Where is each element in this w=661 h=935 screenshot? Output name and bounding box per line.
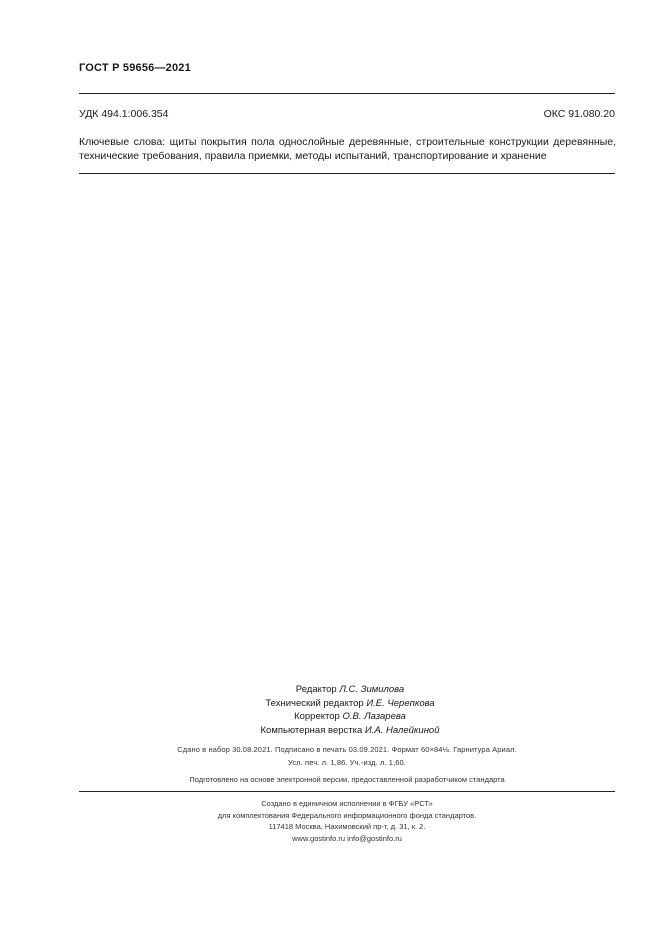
staff-tech-editor <box>180 697 520 711</box>
prepared-note: Подготовлено на основе электронной версии, предоставленной разработчиком стандарта <box>189 775 505 784</box>
keywords-divider <box>79 173 615 174</box>
print-info <box>79 743 615 769</box>
staff-credits <box>180 683 520 737</box>
print-info-line: Сдано в набор 30.08.2021. Подписано в печать 03.09.2021. Формат 60×84⅛. Гарнитура Ариал. <box>177 745 517 754</box>
publisher-contacts: www.gostinfo.ru info@gostinfo.ru <box>292 833 402 843</box>
publisher-line: Создано в единичном исполнении в ФГБУ «РСТ» <box>261 799 433 808</box>
oks-code: ОКС 91.080.20 <box>543 108 615 120</box>
staff-role: Корректор <box>294 711 340 722</box>
udk-code: УДК 494.1:006.354 <box>79 108 169 120</box>
footer-divider <box>79 791 615 792</box>
staff-editor <box>180 683 520 697</box>
staff-name: О.В. Лазарева <box>342 711 406 722</box>
staff-name: Л.С. Зимилова <box>339 684 405 695</box>
staff-layout <box>180 724 520 738</box>
staff-role: Технический редактор <box>265 697 364 709</box>
staff-role: Компьютерная верстка <box>260 724 363 736</box>
publisher-info <box>79 798 615 844</box>
print-info-line: Усл. печ. л. 1,86. Уч.-изд. л. 1,60. <box>287 758 406 767</box>
staff-name: И.А. Налейкиной <box>364 724 440 736</box>
standard-number: ГОСТ Р 59656—2021 <box>79 62 191 74</box>
publisher-address: 117418 Москва, Нахимовский пр-т, д. 31, к. 2. <box>268 822 426 831</box>
publisher-line: для комплектования Федерального информационного фонда стандартов. <box>217 810 477 820</box>
staff-role: Редактор <box>295 684 337 695</box>
top-divider <box>79 93 615 94</box>
keywords-paragraph: Ключевые слова: щиты покрытия пола однослойные деревянные, строительные конструкции деревянные, технические требования, правила приемки, методы испытаний, транспортирование и хранение <box>79 136 616 162</box>
staff-name: И.Е. Черепкова <box>366 697 435 709</box>
staff-proofreader <box>180 710 520 724</box>
